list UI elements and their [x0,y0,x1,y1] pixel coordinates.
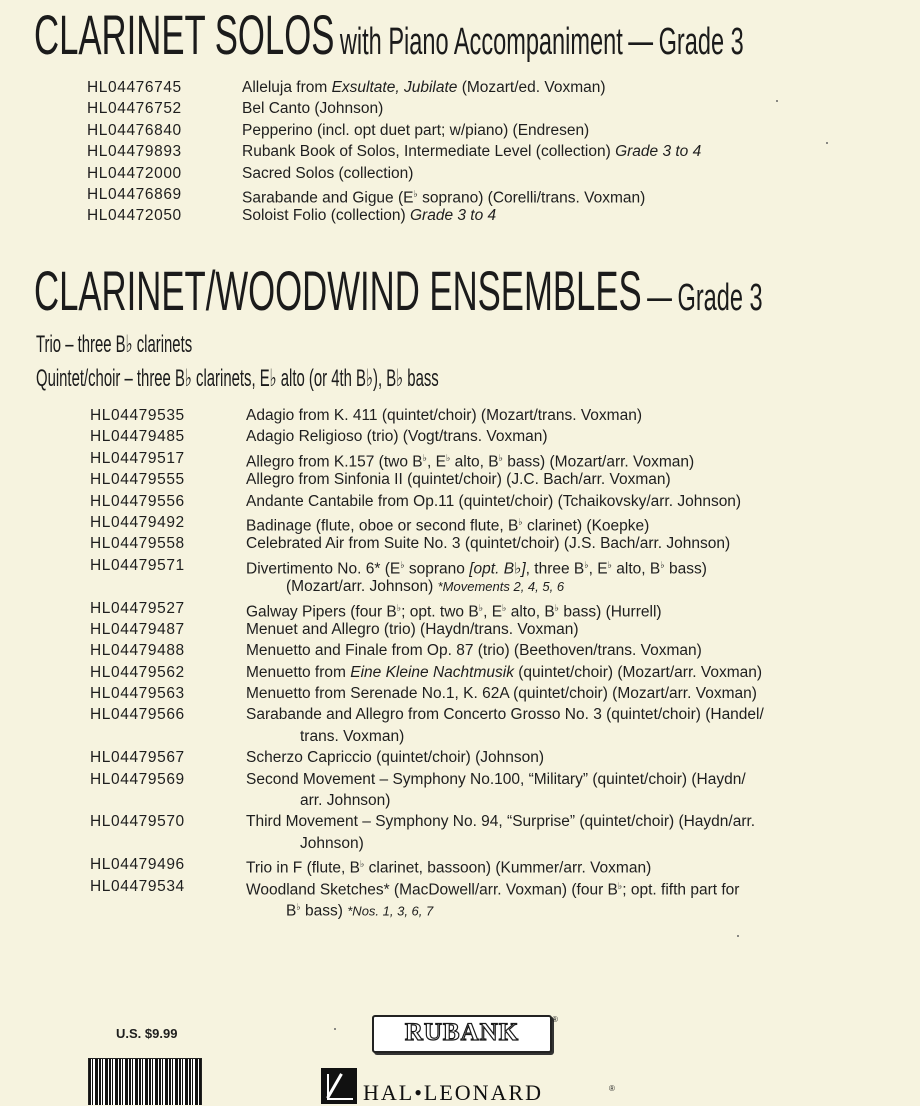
flat-sign: ♭ [413,188,418,199]
item-code: HL04479566 [90,706,185,724]
rubank-logo: RUBANK [372,1015,552,1053]
flat-sign: ♭ [422,452,427,463]
price-label: U.S. $9.99 [116,1026,178,1041]
flat-sign: ♭ [584,559,589,570]
flat-sign: ♭ [607,559,612,570]
voicing-trio: Trio – three B♭ clarinets [36,331,193,358]
solos-list [87,77,907,227]
item-text: arr. Johnson) [300,792,391,810]
ensembles-list [90,405,910,918]
item-text: Alleluja from [242,79,332,96]
item-title [242,163,413,184]
flat-sign: ♭ [660,559,665,570]
list-item [90,662,910,683]
item-text: Badinage (flute, oboe or second flute, B [246,517,519,535]
item-title [242,120,589,141]
item-title-continued [286,576,564,597]
item-title [246,533,730,554]
item-text: ; opt. two B [401,603,479,621]
list-item [90,555,910,598]
list-item [87,98,907,119]
solos-heading [34,2,744,67]
item-text: Celebrated Air from Suite No. 3 (quintet/choir) (J.S. Bach/arr. Johnson) [246,535,731,553]
item-text: Andante Cantabile from Op.11 (quintet/choir) (Tchaikovsky/arr. Johnson) [246,492,742,510]
item-text: Soloist Folio (collection) [242,207,410,225]
list-item [90,683,910,704]
item-code: HL04479527 [90,599,185,617]
item-text: Allegro from K.157 (two B [246,453,423,471]
item-title [246,469,671,490]
item-title [246,491,741,512]
item-code: HL04479563 [90,685,185,703]
item-text: Rubank Book of Solos, Intermediate Level (collection) [242,143,616,161]
item-text: soprano) (Corelli/trans. Voxman) [417,189,646,207]
item-text: , E [427,453,446,471]
item-text: , E [483,603,503,621]
solos-heading-main: CLARINET SOLOS [34,3,335,66]
list-item [87,77,907,98]
item-code: HL04479496 [90,856,185,874]
item-text: Sacred Solos (collection) [242,164,414,182]
item-text: bass) [664,560,707,578]
list-item [90,512,910,533]
list-item [87,120,907,141]
item-text: Menuet and Allegro (trio) (Haydn/trans. Voxman) [246,620,579,638]
italic-text: Exsultate, Jubilate [331,79,458,96]
item-code: HL04472050 [87,207,182,225]
paper-speck [334,1028,336,1030]
item-code: HL04479571 [90,556,185,574]
item-text: Woodland Sketches* (MacDowell/arr. Voxman) (four B [246,881,618,899]
solos-heading-with: with Piano Accompaniment [339,21,623,63]
item-title [246,769,746,790]
item-text: bass) (Mozart/arr. Voxman) [502,453,695,471]
flat-sign: ♭ [518,516,523,527]
list-item [90,619,910,640]
item-title-continued [300,790,390,811]
item-text: ; opt. fifth part for [622,881,740,899]
flat-sign: ♭ [396,602,402,613]
item-code: HL04479555 [90,471,185,489]
list-item [90,704,910,747]
item-text: (Mozart/arr. Johnson) [286,578,438,596]
item-text: alto, B [450,453,499,471]
flat-sign: ♭ [554,602,560,613]
flat-sign: ♭ [400,559,405,570]
item-code: HL04479517 [90,449,185,467]
list-item [90,811,910,854]
item-code: HL04479492 [90,513,185,531]
italic-text: Grade 3 to 4 [409,207,497,225]
voicing-quintet: Quintet/choir – three B♭ clarinets, E♭ alto (or 4th B♭), B♭ bass [36,365,439,392]
list-item [87,163,907,184]
item-text: Menuetto from Serenade No.1, K. 62A (quintet/choir) (Mozart/arr. Voxman) [246,685,757,703]
item-text: Second Movement – Symphony No.100, “Military” (quintet/choir) (Haydn/ [246,770,746,788]
paper-speck [826,142,828,144]
item-text: Menuetto and Finale from Op. 87 (trio) (Beethoven/trans. Voxman) [246,642,702,660]
barcode [88,1058,202,1105]
list-item [90,426,910,447]
item-title [246,619,579,640]
item-text: , E [588,560,608,578]
list-item [90,598,910,619]
list-item [90,448,910,469]
item-text: bass) [300,902,348,920]
item-text: Sarabande and Gigue (E [242,189,414,207]
item-code: HL04479893 [87,143,182,161]
flat-sign: ♭ [445,452,451,463]
list-item [90,405,910,426]
item-title [246,426,548,447]
ensembles-heading-main: CLARINET/WOODWIND ENSEMBLES [34,259,642,322]
item-title-continued [300,833,364,854]
hal-leonard-icon [321,1068,357,1104]
item-text: alto, B [506,603,555,621]
paper-speck [776,100,778,102]
list-item [87,141,907,162]
item-title [242,98,383,119]
item-code: HL04476840 [87,121,182,139]
flat-sign: ♭ [498,452,503,463]
item-text: Third Movement – Symphony No. 94, “Surprise” (quintet/choir) (Haydn/arr. [246,813,756,831]
item-code: HL04476745 [87,79,182,96]
item-title [246,640,702,661]
item-code: HL04479487 [90,620,185,638]
item-text: Sarabande and Allegro from Concerto Grosso No. 3 (quintet/choir) (Handel/ [246,706,764,724]
item-text: (quintet/choir) (Mozart/arr. Voxman) [513,663,763,681]
flat-sign: ♭ [617,880,623,891]
list-item [90,640,910,661]
list-item [87,205,907,226]
solos-heading-dash: — [628,19,654,63]
item-title-continued [286,897,433,922]
registered-mark: ® [609,1084,615,1093]
item-code: HL04479558 [90,535,185,553]
item-text: clarinet) (Koepke) [522,517,650,535]
flat-sign: ♭ [296,902,301,913]
item-title [242,141,701,162]
flat-sign: ♭ [478,602,484,613]
item-text: Scherzo Capriccio (quintet/choir) (Johnson) [246,749,545,767]
item-text: Galway Pipers (four B [246,603,397,621]
item-text: Trio in F (flute, B [246,859,360,877]
flat-sign: ♭ [502,602,507,613]
list-item [90,533,910,554]
item-note: *Movements 2, 4, 5, 6 [437,579,565,595]
item-text: clarinet, bassoon) (Kummer/arr. Voxman) [364,859,652,877]
item-text: trans. Voxman) [300,727,405,745]
italic-text: [opt. B♭] [469,560,526,578]
ensembles-heading [34,258,763,323]
item-text: soprano [404,560,470,578]
list-item [90,854,910,875]
item-title [242,205,496,226]
item-code: HL04476752 [87,100,182,118]
ensembles-heading-grade: Grade 3 [677,277,763,319]
italic-text: Eine Kleine Nachtmusik [350,663,514,681]
item-text: alto, B [612,560,661,578]
item-title [246,747,544,768]
item-code: HL04479556 [90,492,185,510]
item-title [246,811,755,832]
item-code: HL04479535 [90,407,185,424]
item-text: Adagio Religioso (trio) (Vogt/trans. Voxman) [246,428,548,446]
item-code: HL04472000 [87,164,182,182]
list-item [90,769,910,812]
flat-sign: ♭ [359,859,365,870]
hal-leonard-logo: HAL•LEONARD [363,1080,544,1105]
list-item [90,747,910,768]
item-text: B [286,902,297,920]
item-text: (Mozart/ed. Voxman) [457,79,606,96]
ensembles-heading-dash: — [647,275,672,319]
item-text: , three B [525,560,585,578]
list-item [90,876,910,919]
item-title [246,662,762,683]
item-text: Allegro from Sinfonia II (quintet/choir) (J.C. Bach/arr. Voxman) [246,471,671,489]
item-title [242,77,606,98]
item-text: Bel Canto (Johnson) [242,100,384,118]
item-text: Divertimento No. 6* (E [246,560,401,578]
item-code: HL04476869 [87,185,182,203]
registered-mark: ® [552,1015,558,1024]
list-item [90,469,910,490]
item-title [246,405,642,426]
item-code: HL04479570 [90,813,185,831]
item-text: Adagio from K. 411 (quintet/choir) (Mozart/trans. Voxman) [246,407,642,424]
item-title [246,683,757,704]
item-title-continued [300,726,404,747]
solos-heading-grade: Grade 3 [658,21,744,63]
list-item [90,491,910,512]
list-item [87,184,907,205]
item-code: HL04479485 [90,428,185,446]
item-code: HL04479562 [90,663,185,681]
item-text: Pepperino (incl. opt duet part; w/piano) (Endresen) [242,121,590,139]
item-text: bass) (Hurrell) [559,603,662,621]
item-code: HL04479569 [90,770,185,788]
item-code: HL04479534 [90,877,185,895]
item-code: HL04479488 [90,642,185,660]
item-code: HL04479567 [90,749,185,767]
item-note: *Nos. 1, 3, 6, 7 [347,903,434,919]
item-text: Menuetto from [246,663,351,681]
paper-speck [737,935,739,937]
item-title [246,704,764,725]
italic-text: Grade 3 to 4 [615,143,702,161]
item-text: Johnson) [300,834,364,852]
